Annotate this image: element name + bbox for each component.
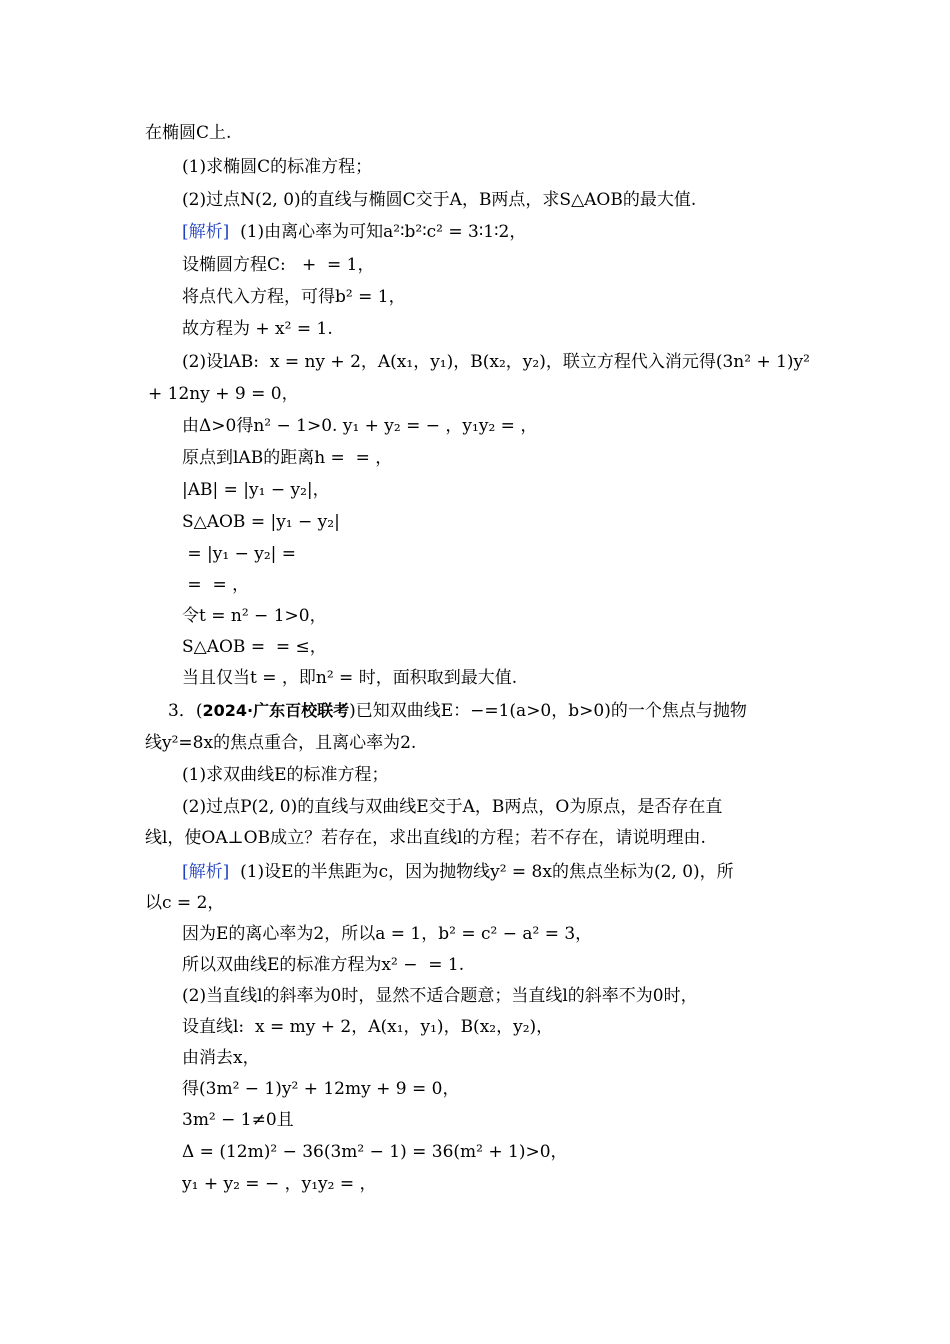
solution-line: [解析] (1)由离心率为可知a²∶b²∶c² = 3∶1∶2， xyxy=(182,222,527,242)
text-line: 得(3m² − 1)y² + 12my + 9 = 0， xyxy=(182,1079,460,1099)
text-line: 线l，使OA⊥OB成立？若存在，求出直线l的方程；若不存在，请说明理由. xyxy=(145,828,706,848)
text-line: |AB| = |y₁ − y₂|， xyxy=(182,480,330,500)
text-line: 将点代入方程，可得b² = 1， xyxy=(182,287,406,307)
text-line: (2)当直线l的斜率为0时，显然不适合题意；当直线l的斜率不为0时， xyxy=(182,986,698,1006)
text-line: 当且仅当t = ，即n² = 时，面积取到最大值. xyxy=(182,668,518,688)
solution-line: [解析] (1)设E的半焦距为c，因为抛物线y² = 8x的焦点坐标为(2, 0)，所 xyxy=(182,862,734,882)
text-line: 在椭圆C上. xyxy=(145,123,232,143)
question-source: 2024·广东百校联考 xyxy=(202,701,350,720)
text-line: (1)求椭圆C的标准方程； xyxy=(182,157,373,177)
text-line: S△AOB = |y₁ − y₂| xyxy=(182,512,340,532)
text-line: S△AOB = = ≤， xyxy=(182,637,327,657)
text-line: 所以双曲线E的标准方程为x² − = 1. xyxy=(182,955,465,975)
text-line: 设直线l: x = my + 2，A(x₁，y₁)，B(x₂，y₂)， xyxy=(182,1017,554,1037)
text-line: y₁ + y₂ = − ，y₁y₂ = ， xyxy=(182,1174,377,1194)
text-line: 线y²=8x的焦点重合，且离心率为2. xyxy=(145,733,417,753)
text-line: (2)过点N(2, 0)的直线与椭圆C交于A，B两点，求S△AOB的最大值. xyxy=(182,190,697,210)
question-3-line: 3．(2024·广东百校联考)已知双曲线E：−=1(a>0，b>0)的一个焦点与抛物 xyxy=(168,701,747,721)
text-line: 原点到lAB的距离h = = ， xyxy=(182,448,393,468)
text-line: 故方程为 + x² = 1. xyxy=(182,319,333,339)
text-line: (2)设lAB: x = ny + 2，A(x₁，y₁)，B(x₂，y₂)，联立方程代入消元得(3n² + 1)y² xyxy=(182,352,810,372)
solution-tag: [解析] xyxy=(182,222,230,242)
text-line: Δ = (12m)² − 36(3m² − 1) = 36(m² + 1)>0， xyxy=(182,1142,568,1162)
text-line: (1)求双曲线E的标准方程； xyxy=(182,765,389,785)
text-line: = = ， xyxy=(182,575,250,595)
text-line: 令t = n² − 1>0， xyxy=(182,606,327,626)
text-line: 因为E的离心率为2，所以a = 1，b² = c² − a² = 3， xyxy=(182,924,593,944)
text-line: 由Δ>0得n² − 1>0. y₁ + y₂ = − ，y₁y₂ = ， xyxy=(182,416,538,436)
text-line: 3m² − 1≠0且 xyxy=(182,1110,294,1130)
text-line: = |y₁ − y₂| = xyxy=(182,544,297,564)
text-line: + 12ny + 9 = 0， xyxy=(148,384,299,404)
solution-tag: [解析] xyxy=(182,862,230,882)
text-line: (2)过点P(2, 0)的直线与双曲线E交于A，B两点，O为原点，是否存在直 xyxy=(182,797,723,817)
text-line: 由消去x， xyxy=(182,1048,260,1068)
text-line: 设椭圆方程C: + = 1， xyxy=(182,255,375,275)
text-line: 以c = 2， xyxy=(145,893,225,913)
